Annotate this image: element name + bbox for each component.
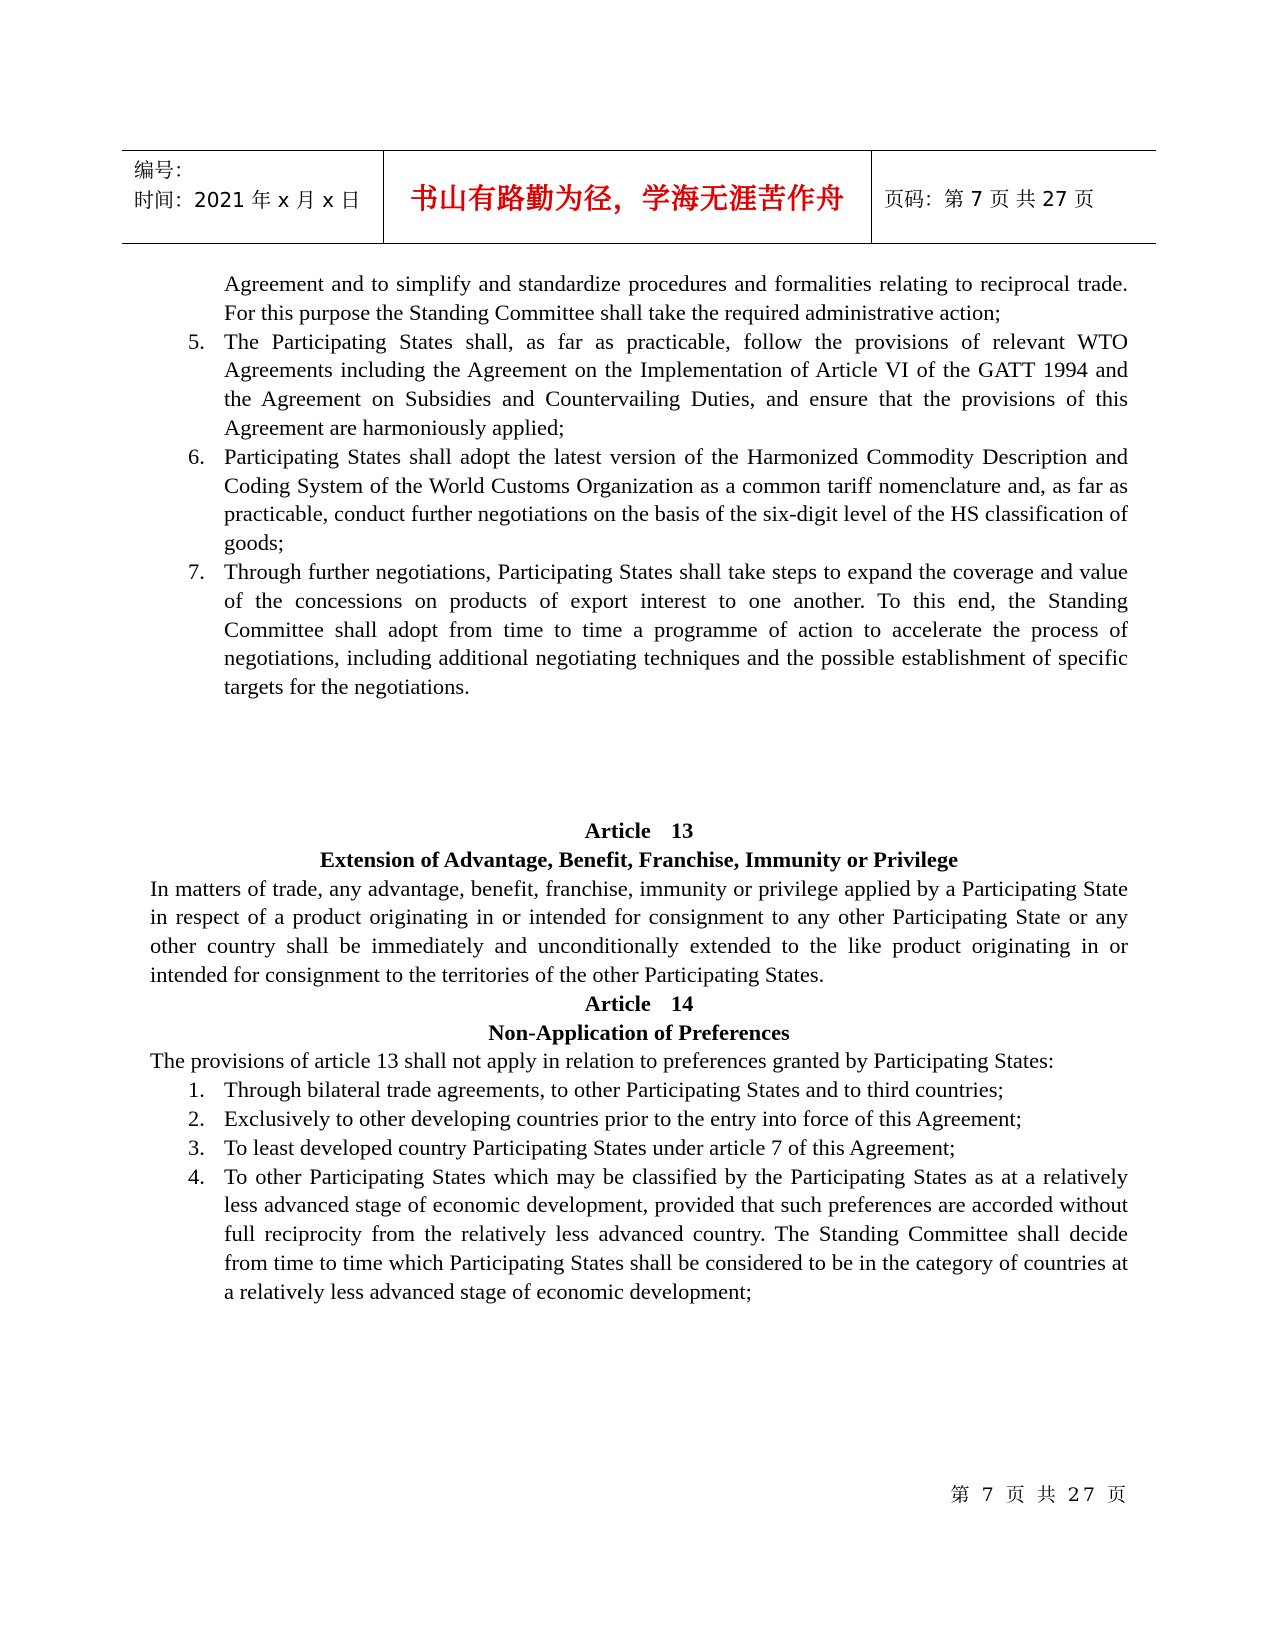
list-item-text: Exclusively to other developing countries prior to the entry into force of this Agreement;: [224, 1105, 1022, 1131]
article-13-text: In matters of trade, any advantage, benefit, franchise, immunity or privilege applied by a Participating State in respect of a product originating in or intended for consignment to any other Participating State or any other country shall be immediately and unconditionally extended to the like product originating in or intended for consignment to the territories of the other Participating States.: [150, 875, 1128, 987]
header-table: [122, 150, 1156, 244]
article-number: 13: [670, 817, 694, 843]
document-body: [150, 270, 1128, 1307]
article-13-heading: [150, 817, 1128, 846]
list-item-number: 5.: [188, 328, 205, 354]
list-item-text: The Participating States shall, as far as practicable, follow the provisions of relevant WTO Agreements including the Agreement on the Implementation of Article VI of the GATT 1994 and the Agreement on Subsidies and Countervailing Duties, and ensure that the provisions of this Agreement are harmoniously applied;: [224, 328, 1128, 440]
list-item-text: To least developed country Participating States under article 7 of this Agreement;: [224, 1134, 956, 1160]
article-14-list: [150, 1076, 1128, 1306]
list-item: [150, 1105, 1128, 1134]
article-number: 14: [670, 990, 694, 1016]
list-item: [150, 1134, 1128, 1163]
article-14-subtitle: Non-Application of Preferences: [488, 1019, 790, 1045]
list-item: [150, 328, 1128, 443]
list-item-number: 4.: [188, 1163, 205, 1189]
list-item-number: 2.: [188, 1105, 205, 1131]
list-item-number: 6.: [188, 443, 205, 469]
header-info-cell: [122, 151, 384, 243]
header-page-number: 页码：第 7 页 共 27 页: [884, 186, 1094, 211]
article-13-subtitle: Extension of Advantage, Benefit, Franchise, Immunity or Privilege: [319, 846, 959, 872]
list-item: [150, 1076, 1128, 1105]
article-word: Article: [584, 817, 651, 843]
list-item: [150, 1163, 1128, 1307]
header-motto: 书山有路勤为径，学海无涯苦作舟: [384, 151, 872, 243]
continuation-paragraph: Agreement and to simplify and standardize procedures and formalities relating to reciprocal trade. For this purpose the Standing Committee shall take the required administrative action;: [224, 271, 1128, 325]
list-item-number: 3.: [188, 1134, 205, 1160]
article-14-heading: [150, 990, 1128, 1019]
list-item-text: Through further negotiations, Participating States shall take steps to expand the coverage and value of the concessions on products of export interest to one another. To this end, the Standing Committee shall adopt from time to time a programme of action to accelerate the process of negotiations, including additional negotiating techniques and the possible establishment of specific targets for the negotiations.: [224, 558, 1128, 700]
list-item-number: 7.: [188, 558, 205, 584]
provision-list-continued: [150, 328, 1128, 702]
document-time-label: 时间：2021 年 x 月 x 日: [134, 188, 361, 212]
list-item-number: 1.: [188, 1077, 205, 1103]
article-word: Article: [584, 990, 651, 1016]
list-item-text: Participating States shall adopt the latest version of the Harmonized Commodity Description and Coding System of the World Customs Organization as a common tariff nomenclature and, as far as practicable, conduct further negotiations on the basis of the six-digit level of the HS classification of goods;: [224, 443, 1128, 556]
article-14-text: The provisions of article 13 shall not apply in relation to preferences granted by Participating States:: [150, 1048, 1055, 1074]
list-item: [150, 443, 1128, 558]
list-item-text: Through bilateral trade agreements, to other Participating States and to third countries;: [224, 1077, 1004, 1103]
page-footer: 第 7 页 共 27 页: [950, 1484, 1129, 1506]
list-item: [150, 558, 1128, 702]
list-item-text: To other Participating States which may be classified by the Participating States as at a relatively less advanced stage of economic development, provided that such preferences are accorded without full reciprocity from the relatively less advanced country. The Standing Committee shall decide from time to time which Participating States shall be considered to be in the category of countries at a relatively less advanced stage of economic development;: [224, 1163, 1128, 1304]
document-number-label: 编号：: [134, 158, 194, 182]
